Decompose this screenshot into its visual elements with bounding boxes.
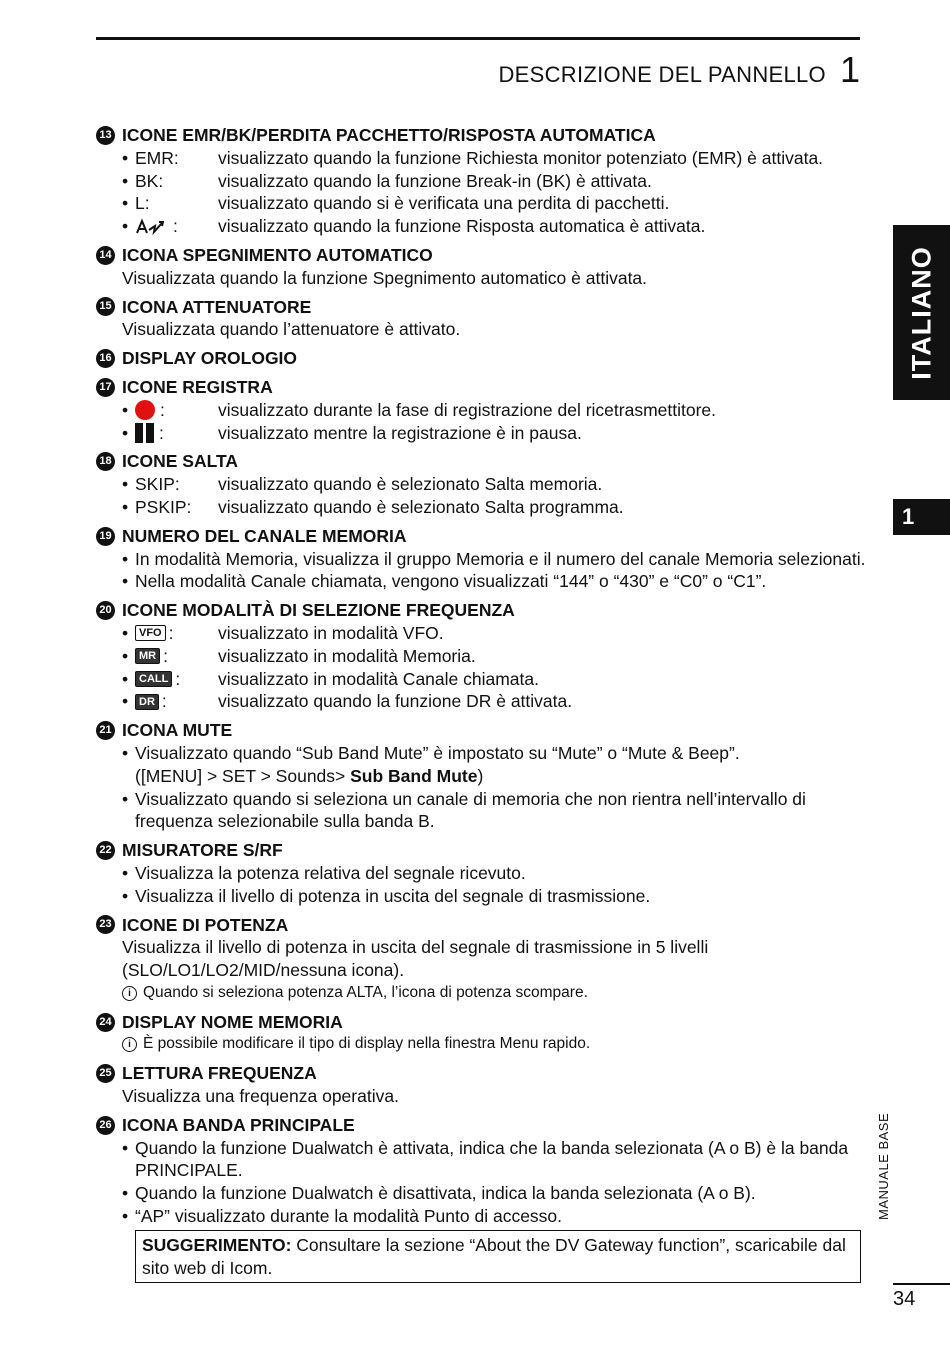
list-item — [122, 215, 866, 238]
info-icon: i — [122, 1037, 137, 1052]
item-text: Nella modalità Canale chiamata, vengono visualizzati “144” o “430” e “C0” o “C1”. — [135, 571, 767, 592]
content — [96, 124, 866, 1289]
bullet: • — [122, 1137, 129, 1158]
list-item — [122, 668, 866, 691]
section-number: 21 — [96, 721, 115, 740]
menu-path-close: ) — [477, 765, 484, 786]
note-text: Quando si seleziona potenza ALTA, l’icona di potenza scompare. — [143, 983, 588, 1001]
list-item — [122, 496, 866, 519]
page-number: 34 — [893, 1288, 916, 1310]
section-title: ICONA ATTENUATORE — [122, 296, 312, 317]
list-item — [122, 399, 866, 422]
auto-reply-icon — [135, 218, 169, 236]
list-item — [122, 192, 866, 215]
section-title: DISPLAY NOME MEMORIA — [122, 1011, 343, 1032]
section-number: 17 — [96, 378, 115, 397]
item-label: EMR: — [135, 147, 179, 168]
section-title: ICONA SPEGNIMENTO AUTOMATICO — [122, 244, 433, 265]
chapter-tab: 1 — [893, 499, 950, 535]
info-icon: i — [122, 986, 137, 1001]
section-heading — [96, 1011, 866, 1034]
header-chapter: 1 — [839, 49, 860, 90]
section-text: Visualizzata quando l’attenuatore è attivato. — [122, 319, 461, 340]
bullet: • — [122, 474, 129, 495]
item-label: PSKIP: — [135, 496, 192, 517]
bullet: • — [122, 668, 129, 689]
item-text: visualizzato quando è selezionato Salta memoria. — [218, 474, 603, 495]
bullet: • — [122, 147, 129, 168]
item-label: : — [161, 691, 167, 712]
section-14 — [96, 244, 866, 290]
bullet: • — [122, 399, 129, 420]
section-heading — [96, 347, 866, 370]
bullet: • — [122, 422, 129, 443]
list-item — [122, 622, 866, 645]
section-text: Visualizzata quando la funzione Spegnimento automatico è attivata. — [122, 267, 648, 288]
section-number: 14 — [96, 246, 115, 265]
list-item — [122, 422, 866, 445]
section-number: 13 — [96, 126, 115, 145]
section-heading — [96, 450, 866, 473]
section-title: ICONE EMR/BK/PERDITA PACCHETTO/RISPOSTA AUTOMATICA — [122, 125, 656, 145]
item-text: visualizzato quando si è verificata una perdita di pacchetti. — [218, 193, 670, 214]
item-label: : — [173, 216, 178, 237]
bullet: • — [122, 645, 129, 666]
bullet: • — [122, 1206, 129, 1227]
section-title: ICONE MODALITÀ DI SELEZIONE FREQUENZA — [122, 600, 515, 621]
section-26 — [96, 1114, 866, 1284]
section-24 — [96, 1011, 866, 1057]
header-title: DESCRIZIONE DEL PANNELLO — [498, 62, 826, 87]
list-item — [122, 742, 866, 788]
top-rule — [96, 37, 860, 40]
section-title: ICONE REGISTRA — [122, 376, 273, 397]
item-label: BK: — [135, 170, 164, 191]
manual-label: MANUALE BASE — [876, 1112, 891, 1220]
page-header — [498, 49, 860, 90]
tip-box — [135, 1230, 861, 1284]
item-label: : — [160, 399, 165, 420]
menu-path: ([MENU] > SET > Sounds> — [135, 765, 351, 786]
bullet: • — [122, 885, 129, 906]
item-text: visualizzato in modalità Memoria. — [218, 645, 476, 666]
item-label: : — [168, 622, 174, 643]
section-number: 20 — [96, 601, 115, 620]
item-text: visualizzato mentre la registrazione è in pausa. — [218, 422, 582, 443]
item-text: Quando la funzione Dualwatch è attivata, indica che la banda selezionata (A o B) è la banda PRINCIPALE. — [135, 1137, 849, 1181]
item-label: L: — [135, 193, 150, 214]
bullet: • — [122, 788, 129, 809]
section-21 — [96, 719, 866, 833]
section-25 — [96, 1062, 866, 1108]
bullet: • — [122, 496, 129, 517]
list-item — [122, 690, 866, 713]
dr-badge: DR — [135, 694, 159, 710]
section-20 — [96, 599, 866, 713]
section-18 — [96, 450, 866, 518]
list-item — [122, 147, 866, 170]
section-title: NUMERO DEL CANALE MEMORIA — [122, 525, 407, 546]
list-item — [122, 170, 866, 193]
bullet: • — [122, 622, 129, 643]
item-text: visualizzato in modalità VFO. — [218, 622, 444, 643]
item-text: In modalità Memoria, visualizza il gruppo Memoria e il numero del canale Memoria selezionati. — [135, 548, 866, 569]
section-17 — [96, 376, 866, 444]
list-item — [122, 548, 866, 571]
item-text: visualizzato quando è selezionato Salta programma. — [218, 496, 624, 517]
page-rule — [893, 1283, 950, 1285]
vfo-badge: VFO — [135, 625, 166, 641]
list-item — [122, 570, 866, 593]
section-heading — [96, 296, 866, 319]
tip-text: Consultare la sezione “About the DV Gateway function”, scaricabile dal sito web di Icom. — [142, 1234, 846, 1278]
language-tab — [893, 225, 950, 400]
section-heading — [96, 839, 866, 862]
list-item — [122, 788, 866, 834]
bullet: • — [122, 1183, 129, 1204]
item-text: “AP” visualizzato durante la modalità Punto di accesso. — [135, 1206, 563, 1227]
section-title: ICONA MUTE — [122, 720, 233, 741]
section-23 — [96, 914, 866, 1005]
section-number: 16 — [96, 349, 115, 368]
bullet: • — [122, 548, 129, 569]
pause-icon — [135, 423, 154, 443]
section-heading — [96, 599, 866, 622]
section-heading — [96, 719, 866, 742]
section-16 — [96, 347, 866, 370]
section-title: ICONA BANDA PRINCIPALE — [122, 1114, 355, 1135]
section-number: 26 — [96, 1116, 115, 1135]
section-heading — [96, 376, 866, 399]
section-heading — [96, 1114, 866, 1137]
section-number: 24 — [96, 1013, 115, 1032]
section-title: ICONE SALTA — [122, 451, 239, 472]
item-text: Visualizza il livello di potenza in uscita del segnale di trasmissione. — [135, 885, 651, 906]
item-text: visualizzato quando la funzione DR è attivata. — [218, 691, 573, 712]
section-title: LETTURA FREQUENZA — [122, 1063, 317, 1084]
note-text: È possibile modificare il tipo di display nella finestra Menu rapido. — [143, 1035, 591, 1053]
section-22 — [96, 839, 866, 907]
section-number: 19 — [96, 527, 115, 546]
section-number: 18 — [96, 452, 115, 471]
note — [122, 1033, 866, 1056]
bullet: • — [122, 691, 129, 712]
section-heading — [96, 124, 866, 147]
menu-item: Sub Band Mute — [350, 765, 478, 786]
item-text: visualizzato durante la fase di registrazione del ricetrasmettitore. — [218, 399, 717, 420]
section-13 — [96, 124, 866, 238]
call-badge: CALL — [135, 671, 172, 687]
item-label: SKIP: — [135, 474, 180, 495]
list-item — [122, 862, 866, 885]
item-text: Visualizza la potenza relativa del segnale ricevuto. — [135, 862, 526, 883]
section-15 — [96, 296, 866, 342]
section-heading — [96, 525, 866, 548]
section-heading — [96, 244, 866, 267]
bullet: • — [122, 571, 129, 592]
list-item — [122, 473, 866, 496]
section-number: 22 — [96, 841, 115, 860]
record-dot-icon — [135, 400, 155, 420]
bullet: • — [122, 216, 129, 237]
item-label: : — [163, 645, 168, 666]
bullet: • — [122, 170, 129, 191]
section-title: DISPLAY OROLOGIO — [122, 348, 298, 369]
section-heading — [96, 914, 866, 937]
section-number: 25 — [96, 1064, 115, 1083]
item-text: Quando la funzione Dualwatch è disattivata, indica la banda selezionata (A o B). — [135, 1183, 756, 1204]
tip-label: SUGGERIMENTO: — [142, 1234, 292, 1255]
section-title: MISURATORE S/RF — [122, 840, 283, 861]
section-text: Visualizza una frequenza operativa. — [122, 1086, 399, 1107]
list-item — [122, 1137, 866, 1183]
section-text: Visualizza il livello di potenza in uscita del segnale di trasmissione in 5 livelli (SLO/LO1/LO2/MID/nessuna icona). — [122, 937, 709, 981]
language-label: ITALIANO — [906, 245, 936, 380]
item-label: : — [159, 422, 164, 443]
section-number: 15 — [96, 297, 115, 316]
item-label: : — [175, 668, 181, 689]
bullet: • — [122, 862, 129, 883]
bullet: • — [122, 742, 129, 763]
section-heading — [96, 1062, 866, 1085]
item-text: visualizzato in modalità Canale chiamata. — [218, 668, 539, 689]
list-item — [122, 1205, 866, 1228]
list-item — [122, 1182, 866, 1205]
list-item — [122, 645, 866, 668]
section-19 — [96, 525, 866, 593]
item-text: visualizzato quando la funzione Break-in (BK) è attivata. — [218, 170, 652, 191]
item-text: visualizzato quando la funzione Risposta automatica è attivata. — [218, 216, 706, 237]
item-text: Visualizzato quando si seleziona un canale di memoria che non rientra nell’intervallo di frequenza selezionabile sulla banda B. — [135, 788, 806, 832]
note — [122, 982, 866, 1005]
item-text: visualizzato quando la funzione Richiesta monitor potenziato (EMR) è attivata. — [218, 147, 824, 168]
item-text: Visualizzato quando “Sub Band Mute” è impostato su “Mute” o “Mute & Beep”. — [135, 742, 740, 763]
bullet: • — [122, 193, 129, 214]
section-number: 23 — [96, 915, 115, 934]
section-title: ICONE DI POTENZA — [122, 914, 289, 935]
mr-badge: MR — [135, 648, 160, 664]
list-item — [122, 885, 866, 908]
